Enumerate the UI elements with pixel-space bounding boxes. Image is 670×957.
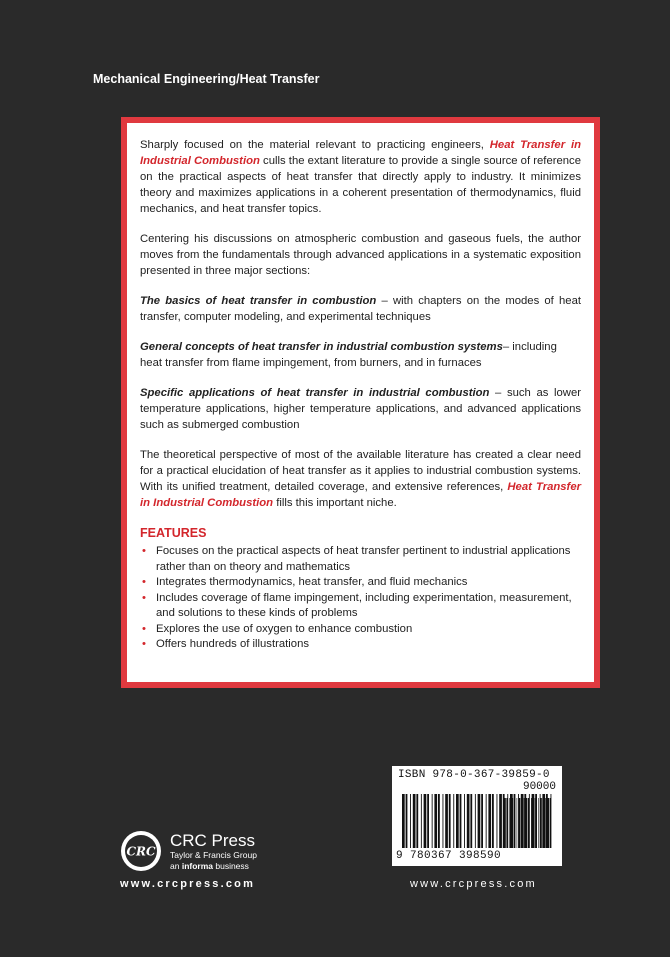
publisher-url-right: www.crcpress.com: [410, 878, 537, 890]
subject-category: Mechanical Engineering/Heat Transfer: [93, 72, 320, 86]
feature-item: [140, 544, 581, 575]
publisher-group: Taylor & Francis Group: [170, 850, 257, 860]
section-basics-title: The basics of heat transfer in combustion: [140, 295, 377, 307]
section-specific-text: – such as lower temperature applications, higher temperature applications, and advanced applications such as submerged combustion: [140, 387, 581, 431]
feature-item: [140, 637, 581, 653]
intro-text: Sharply focused on the material relevant to practicing engineers,: [140, 139, 490, 151]
intro-paragraph: [140, 137, 581, 217]
isbn-number: ISBN 978-0-367-39859-0: [398, 769, 550, 781]
description-panel: [121, 117, 600, 688]
feature-text: Focuses on the practical aspects of heat transfer pertinent to industrial applications rather than on theory and mathematics: [156, 545, 571, 573]
feature-text: Integrates thermodynamics, heat transfer, and fluid mechanics: [156, 576, 468, 588]
bullet-icon: •: [142, 591, 146, 604]
informa-bold: informa: [181, 861, 213, 871]
feature-item: [140, 622, 581, 638]
book-title-ref: Heat Transfer in Industrial Combustion: [140, 139, 581, 167]
section-specific-title: Specific applications of heat transfer in industrial combustion: [140, 387, 490, 399]
closing-text-end: fills this important niche.: [273, 497, 397, 509]
isbn-barcode: [392, 766, 562, 866]
bullet-icon: •: [142, 622, 146, 635]
crc-logo-icon: [120, 830, 162, 872]
informa-post: business: [213, 861, 249, 871]
publisher-brand: [170, 832, 257, 872]
feature-text: Offers hundreds of illustrations: [156, 638, 310, 650]
publisher-url-left: www.crcpress.com: [120, 878, 256, 890]
bullet-icon: •: [142, 576, 146, 588]
overview-paragraph: Centering his discussions on atmospheric combustion and gaseous fuels, the author moves from the fundamentals through advanced applications in a systematic exposition presented in three major sections:: [140, 233, 581, 277]
section-basics: [140, 293, 581, 325]
section-general-text: – including heat transfer from flame impingement, from burners, and in furnaces: [140, 341, 557, 369]
book-title-ref-2: Heat Transfer in Industrial Combustion: [140, 481, 581, 509]
publisher-name: CRC Press: [170, 831, 256, 850]
crc-logo-text: CRC: [126, 844, 156, 859]
barcode-digits: 9 780367 398590: [396, 850, 502, 862]
feature-text: Explores the use of oxygen to enhance combustion: [156, 622, 413, 635]
section-general: [140, 339, 581, 371]
closing-text: The theoretical perspective of most of the available literature has created a clear need for a practical elucidation of heat transfer as it applies to industrial combustion systems. With its unified treatment, detailed coverage, and extensive references,: [140, 449, 581, 493]
features-list: [140, 544, 581, 653]
feature-text: Includes coverage of flame impingement, including experimentation, measurement, and solutions to these kinds of problems: [156, 591, 572, 619]
section-basics-text: – with chapters on the modes of heat transfer, computer modeling, and experimental techniques: [140, 295, 581, 323]
section-general-title: General concepts of heat transfer in industrial combustion systems: [140, 341, 503, 353]
informa-pre: an: [170, 861, 182, 871]
price-code: 90000: [522, 781, 556, 793]
section-specific: [140, 385, 581, 433]
bullet-icon: •: [142, 638, 146, 650]
bullet-icon: •: [142, 545, 146, 557]
feature-item: [140, 591, 581, 622]
closing-paragraph: [140, 447, 581, 511]
features-heading: FEATURES: [140, 526, 207, 540]
feature-item: [140, 575, 581, 591]
barcode-addon-bars: [504, 794, 554, 848]
intro-text-cont: culls the extant literature to provide a single source of reference on the practical aspects of heat transfer that directly apply to industry. It minimizes theory and maximizes applications in a coherent presentation of thermodynamics, fluid mechanics, and heat transfer topics.: [140, 155, 581, 215]
publisher-parent: [170, 861, 257, 872]
